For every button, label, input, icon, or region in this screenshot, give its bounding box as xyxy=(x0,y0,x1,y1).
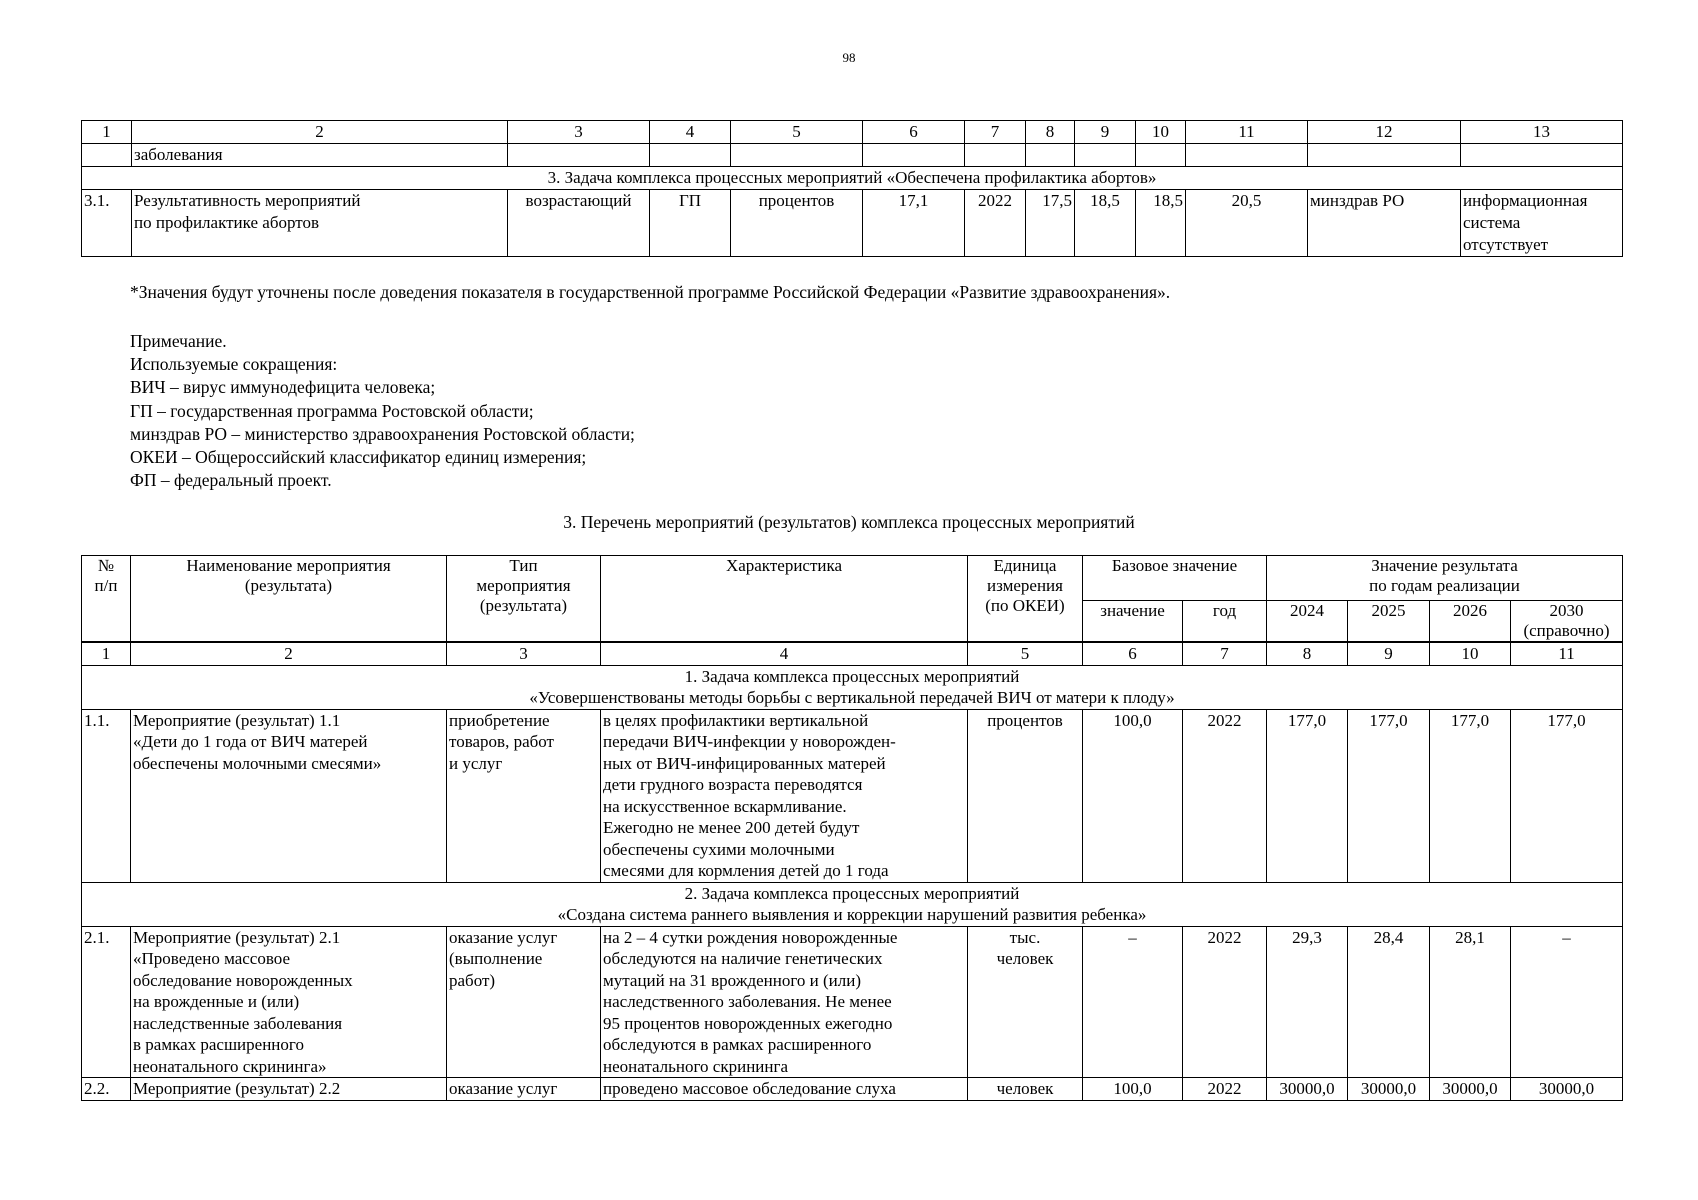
header-type: Тип мероприятия (результата) xyxy=(447,556,601,643)
header-2024: 2024 xyxy=(1267,601,1348,643)
indicators-table xyxy=(81,120,1623,257)
colnum: 5 xyxy=(968,642,1083,665)
table1-header-row xyxy=(82,121,1623,144)
colnum: 9 xyxy=(1348,642,1430,665)
measure-type: оказание услуг (выполнение работ) xyxy=(447,926,601,1078)
header-year: год xyxy=(1183,601,1267,643)
header-base: Базовое значение xyxy=(1083,556,1267,601)
note-line: ВИЧ – вирус иммунодефицита человека; xyxy=(130,377,436,398)
table-row xyxy=(82,709,1623,882)
indicator-base: 17,1 xyxy=(863,190,965,257)
colnum: 3 xyxy=(447,642,601,665)
table1-col-4: 4 xyxy=(650,121,731,144)
note-line: ОКЕИ – Общероссийский классификатор единиц измерения; xyxy=(130,447,587,468)
indicator-system: информационная система отсутствует xyxy=(1461,190,1623,257)
header-result: Значение результата по годам реализации xyxy=(1267,556,1623,601)
task1-row xyxy=(82,665,1623,709)
table1-col-1: 1 xyxy=(82,121,132,144)
measure-name: Мероприятие (результат) 2.2 xyxy=(131,1078,447,1101)
table1-col-3: 3 xyxy=(508,121,650,144)
table1-col-8: 8 xyxy=(1026,121,1075,144)
measure-year: 2022 xyxy=(1183,926,1267,1078)
continuation-text: заболевания xyxy=(132,144,508,167)
note-line: ГП – государственная программа Ростовской области; xyxy=(130,400,534,421)
measure-type: приобретение товаров, работ и услуг xyxy=(447,709,601,882)
table1-col-5: 5 xyxy=(731,121,863,144)
measure-2024: 29,3 xyxy=(1267,926,1348,1078)
measure-2026: 30000,0 xyxy=(1430,1078,1511,1101)
measure-2030: 30000,0 xyxy=(1511,1078,1623,1101)
measure-type: оказание услуг xyxy=(447,1078,601,1101)
measure-base: 100,0 xyxy=(1083,1078,1183,1101)
measure-name: Мероприятие (результат) 1.1 «Дети до 1 года от ВИЧ матерей обеспечены молочными смесями» xyxy=(131,709,447,882)
table1-col-12: 12 xyxy=(1308,121,1461,144)
measure-characteristic: проведено массовое обследование слуха xyxy=(601,1078,968,1101)
indicator-unit: процентов xyxy=(731,190,863,257)
indicator-level: ГП xyxy=(650,190,731,257)
table-row xyxy=(82,190,1623,257)
row-number: 1.1. xyxy=(82,709,131,882)
measure-2025: 28,4 xyxy=(1348,926,1430,1078)
colnum: 1 xyxy=(82,642,131,665)
row-number: 2.1. xyxy=(82,926,131,1078)
colnum: 11 xyxy=(1511,642,1623,665)
indicator-2030: 20,5 xyxy=(1186,190,1308,257)
measure-2024: 177,0 xyxy=(1267,709,1348,882)
measure-characteristic: в целях профилактики вертикальной передачи ВИЧ-инфекции у новорожден- ных от ВИЧ-инфицированных матерей дети грудного возраста переводятся на искусственное вскармливание. Ежегодно не менее 200 детей будут обеспечены сухими молочными смесями для кормления детей до 1 года xyxy=(601,709,968,882)
table1-col-6: 6 xyxy=(863,121,965,144)
table1-col-9: 9 xyxy=(1075,121,1136,144)
header-num: № п/п xyxy=(82,556,131,643)
note-line: Используемые сокращения: xyxy=(130,354,338,375)
table2-header-row-1 xyxy=(82,556,1623,601)
table2-colnum-row xyxy=(82,642,1623,665)
measure-year: 2022 xyxy=(1183,709,1267,882)
measure-base: – xyxy=(1083,926,1183,1078)
colnum: 6 xyxy=(1083,642,1183,665)
measure-2025: 30000,0 xyxy=(1348,1078,1430,1101)
header-name: Наименование мероприятия (результата) xyxy=(131,556,447,643)
indicator-2025: 18,5 xyxy=(1075,190,1136,257)
header-value: значение xyxy=(1083,601,1183,643)
header-2030: 2030 (справочно) xyxy=(1511,601,1623,643)
measure-2026: 177,0 xyxy=(1430,709,1511,882)
table1-col-10: 10 xyxy=(1136,121,1186,144)
colnum: 4 xyxy=(601,642,968,665)
header-unit: Единица измерения (по ОКЕИ) xyxy=(968,556,1083,643)
row-number: 2.2. xyxy=(82,1078,131,1101)
table1-col-7: 7 xyxy=(965,121,1026,144)
indicator-name: Результативность мероприятий по профилактике абортов xyxy=(132,190,508,257)
measure-base: 100,0 xyxy=(1083,709,1183,882)
section-title: 3. Перечень мероприятий (результатов) комплекса процессных мероприятий xyxy=(563,512,1135,532)
abbreviations-notes xyxy=(130,330,635,492)
header-2026: 2026 xyxy=(1430,601,1511,643)
measure-2025: 177,0 xyxy=(1348,709,1430,882)
table-row xyxy=(82,926,1623,1078)
measure-year: 2022 xyxy=(1183,1078,1267,1101)
table1-col-11: 11 xyxy=(1186,121,1308,144)
colnum: 2 xyxy=(131,642,447,665)
table1-continuation-row xyxy=(82,144,1623,167)
measure-unit: процентов xyxy=(968,709,1083,882)
colnum: 8 xyxy=(1267,642,1348,665)
task1-title: 1. Задача комплекса процессных мероприятий «Усовершенствованы методы борьбы с вертикальной передачей ВИЧ от матери к плоду» xyxy=(82,665,1623,709)
header-characteristic: Характеристика xyxy=(601,556,968,643)
measure-unit: тыс. человек xyxy=(968,926,1083,1078)
table1-col-13: 13 xyxy=(1461,121,1623,144)
measure-2024: 30000,0 xyxy=(1267,1078,1348,1101)
row-number: 3.1. xyxy=(82,190,132,257)
measure-characteristic: на 2 – 4 сутки рождения новорожденные обследуются на наличие генетических мутаций на 31 врожденного и (или) наследственного заболевания. Не менее 95 процентов новорожденных ежегодно обследуются в рамках расширенного неонатального скрининга xyxy=(601,926,968,1078)
measure-2030: – xyxy=(1511,926,1623,1078)
indicator-2026: 18,5 xyxy=(1136,190,1186,257)
table1-col-2: 2 xyxy=(132,121,508,144)
page-number: 98 xyxy=(842,50,856,65)
task2-row xyxy=(82,882,1623,926)
measure-2026: 28,1 xyxy=(1430,926,1511,1078)
measures-table xyxy=(81,555,1623,1101)
footnote: *Значения будут уточнены после доведения показателя в государственной программе Российской Федерации «Развитие здравоохранения». xyxy=(130,282,1171,302)
measure-name: Мероприятие (результат) 2.1 «Проведено массовое обследование новорожденных на врожденные и (или) наследственные заболевания в рамках расширенного неонатального скрининга» xyxy=(131,926,447,1078)
measure-2030: 177,0 xyxy=(1511,709,1623,882)
note-line: ФП – федеральный проект. xyxy=(130,470,332,491)
header-2025: 2025 xyxy=(1348,601,1430,643)
task3-title: 3. Задача комплекса процессных мероприятий «Обеспечена профилактика абортов» xyxy=(82,167,1623,190)
table-row xyxy=(82,1078,1623,1101)
task3-row xyxy=(82,167,1623,190)
note-line: минздрав РО – министерство здравоохранения Ростовской области; xyxy=(130,423,635,444)
colnum: 10 xyxy=(1430,642,1511,665)
indicator-2024: 17,5 xyxy=(1026,190,1075,257)
indicator-year: 2022 xyxy=(965,190,1026,257)
task2-title: 2. Задача комплекса процессных мероприятий «Создана система раннего выявления и коррекции нарушений развития ребенка» xyxy=(82,882,1623,926)
indicator-responsible: минздрав РО xyxy=(1308,190,1461,257)
measure-unit: человек xyxy=(968,1078,1083,1101)
indicator-direction: возрастающий xyxy=(508,190,650,257)
colnum: 7 xyxy=(1183,642,1267,665)
note-line: Примечание. xyxy=(130,331,227,351)
